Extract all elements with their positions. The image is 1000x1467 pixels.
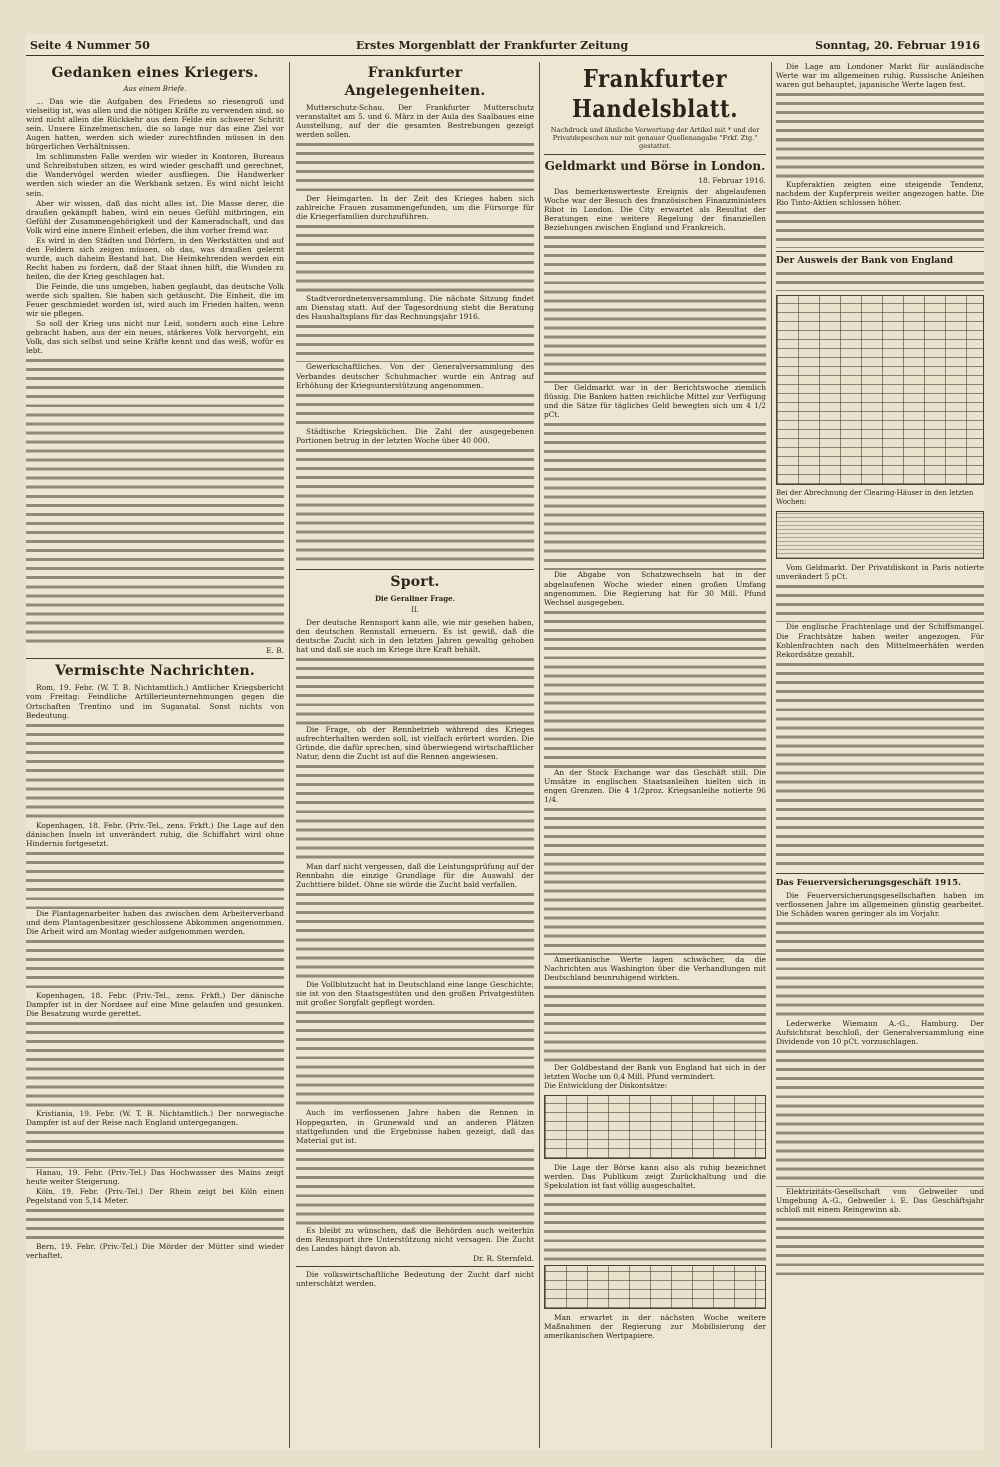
- column-divider: [771, 62, 772, 1448]
- paragraph: Aber wir wissen, daß das nicht alles ist. Die Masse derer, die draußen gekämpft haben, wird ein neues Gefühl mitbringen, ein Gefühl der Zusammengehörigkeit und der Kameradschaft, und das Volk wird eine innere Einheit erleben, die ihm vorher fremd war.: [26, 198, 284, 235]
- article-subline: Aus einem Briefe.: [123, 85, 187, 93]
- paragraph: Die volkswirtschaftliche Bedeutung der Zucht darf nicht unterschätzt werden.: [296, 1269, 534, 1288]
- paragraph: Der deutsche Rennsport kann alle, wie mir gesehen haben, den deutschen Rennstall erneuern. Es ist gewiß, daß die deutsche Zucht sich in den letzten Jahren gewaltig gehoben hat und daß sie auch im Kriege ihre Kraft behält.: [296, 617, 534, 654]
- masthead: [26, 34, 984, 56]
- section-divider: [544, 154, 766, 155]
- paragraph: Man darf nicht vergessen, daß die Leistungsprüfung auf der Rennbahn die einzige Grundlage für die Auswahl der Zuchttiere bildet. Ohne sie würde die Zucht bald verfallen.: [296, 862, 534, 890]
- signature: E. B.: [266, 646, 284, 656]
- article-subheading: Die Geraliner Frage.: [374, 593, 456, 603]
- news-item: Köln, 19. Febr. (Priv.-Tel.) Der Rhein zeigt bei Köln einen Pegelstand von 5,14 Meter.: [26, 1187, 284, 1206]
- text-block: [544, 1191, 766, 1261]
- paragraph: Die englische Frachtenlage und der Schiffsmangel. Die Frachtsätze haben weiter angezogen. Für Kohlenfrachten nach den Mittelmeerhäfen werden Rekordsätze gezahlt.: [776, 622, 984, 659]
- text-block: [776, 1047, 984, 1187]
- text-block: [776, 90, 984, 180]
- paragraph: Auch im verflossenen Jahre haben die Rennen in Hoppegarten, in Grunewald und an anderen Plätzen stattgefunden und die Ergebnisse haben gezeigt, daß das Material gut ist.: [296, 1108, 534, 1145]
- section-heading: Vermischte Nachrichten.: [55, 663, 255, 680]
- article-heading: Frankfurter Angelegenheiten.: [344, 65, 486, 99]
- paragraph: Kupferaktien zeigten eine steigende Tendenz, nachdem der Kupferpreis weiter angezogen hatte. Die Rio Tinto-Aktien schlossen höher.: [776, 180, 984, 208]
- text-block: [296, 391, 534, 427]
- text-block: [26, 1128, 284, 1168]
- section-divider: [776, 873, 984, 874]
- column-3: [544, 62, 766, 1448]
- article-heading: Der Ausweis der Bank von England: [776, 256, 954, 267]
- article-heading: Gedanken eines Kriegers.: [51, 65, 259, 81]
- signature: Dr. R. Sternfeld.: [473, 1253, 534, 1263]
- article-heading: Geldmarkt und Börse in London.: [544, 159, 766, 173]
- paragraph: An der Stock Exchange war das Geschäft still. Die Umsätze in englischen Staatsanleihen hielten sich in engen Grenzen. Die 4 1/2proz. Kriegsanleihe notierte 96 1/4.: [544, 767, 766, 804]
- text-block: [26, 849, 284, 909]
- text-block: [544, 608, 766, 768]
- metal-price-table: [544, 1265, 766, 1309]
- column-4: [776, 62, 984, 1448]
- text-block: [26, 356, 284, 646]
- text-block: [26, 1206, 284, 1242]
- text-block: [296, 890, 534, 980]
- text-block: [296, 322, 534, 362]
- paragraph: Der Geldmarkt war in der Berichtswoche ziemlich flüssig. Die Banken hatten reichliche Mittel zur Verfügung und die Sätze für tägliches Geld bewegten sich um 4 1/2 pCt.: [544, 383, 766, 420]
- text-block: [544, 233, 766, 383]
- paragraph: Im schlimmsten Falle werden wir wieder in Kontoren, Bureaus und Schreibstuben sitzen, es wird wieder geschafft und gerechnet, die Wandervögel werden wieder ausfliegen. Die Handwerker werden sich wieder an die Werkbank setzen. Es wird nicht leicht sein.: [26, 152, 284, 198]
- paragraph: Gewerkschaftliches. Von der Generalversammlung des Verbandes deutscher Schuhmacher wurde ein Antrag auf Erhöhung der Kriegsunterstützung angenommen.: [296, 362, 534, 390]
- text-block: [776, 208, 984, 248]
- newspaper-title: Erstes Morgenblatt der Frankfurter Zeitung: [356, 39, 629, 52]
- paragraph: Der Heimgarten. In der Zeit des Krieges haben sich zahlreiche Frauen zusammengefunden, um die Fürsorge für die Kriegerfamilien durchzuführen.: [296, 194, 534, 222]
- paragraph: Es wird in den Städten und Dörfern, in den Werkstätten und auf den Feldern sich zeigen müssen, ob das, was draußen gelernt wurde, auch daheim Bestand hat. Die Heimkehrenden werden ein Recht haben zu fordern, daß der Staat ihnen hilft, die Wunden zu heilen, die der Krieg geschlagen hat.: [26, 235, 284, 281]
- news-item: Kristiania, 19. Febr. (W. T. B. Nichtamtlich.) Der norwegische Dampfer ist auf der Reise nach England untergegangen.: [26, 1109, 284, 1128]
- article-date: 18. Februar 1916.: [698, 176, 766, 185]
- text-block: [776, 1215, 984, 1275]
- text-block: [544, 805, 766, 955]
- bank-return-table: [776, 295, 984, 485]
- text-block: [26, 721, 284, 821]
- text-block: [544, 983, 766, 1063]
- text-block: [296, 140, 534, 194]
- section-heading: Sport.: [390, 573, 440, 590]
- newspaper-page: [26, 34, 984, 1450]
- paragraph: Die Vollblutzucht hat in Deutschland eine lange Geschichte; sie ist von den Staatsgestüten und den großen Privatgestüten mit großer Sorgfalt gepflegt worden.: [296, 980, 534, 1008]
- paragraph: Die Lage am Londoner Markt für ausländische Werte war im allgemeinen ruhig. Russische Anleihen waren gut behauptet, japanische Werte lagen fest.: [776, 62, 984, 90]
- article-heading: Das Feuerversicherungsgeschäft 1915.: [776, 877, 961, 888]
- paragraph: Es bleibt zu wünschen, daß die Behörden auch weiterhin dem Rennsport ihre Unterstützung nicht versagen. Die Zucht des Landes hängt davon ab.: [296, 1225, 534, 1253]
- issue-date: Sonntag, 20. Februar 1916: [815, 39, 980, 52]
- column-1: [26, 62, 284, 1448]
- text-block: [296, 655, 534, 725]
- section-divider: [296, 1266, 534, 1267]
- paragraph: Stadtverordnetenversammlung. Die nächste Sitzung findet am Dienstag statt. Auf der Tagesordnung steht die Beratung des Haushaltsplans für das Rechnungsjahr 1916.: [296, 294, 534, 322]
- paragraph: Das bemerkenswerteste Ereignis der abgelaufenen Woche war der Besuch des französischen Finanzministers Ribot in London. Die City erwartet als Resultat der Beratungen eine weitere Regelung der finanziellen Beziehungen zwischen England und Frankreich.: [544, 187, 766, 233]
- section-divider: [296, 569, 534, 570]
- paragraph: Amerikanische Werte lagen schwächer, da die Nachrichten aus Washington über die Verhandlungen mit Deutschland beunruhigend wirkten.: [544, 954, 766, 982]
- news-item: Kopenhagen, 18. Febr. (Priv.-Tel., zens. Frkft.) Die Lage auf den dänischen Inseln ist unverändert ruhig, die Schiffahrt wird ohne Hindernis fortgesetzt.: [26, 820, 284, 848]
- reprint-notice: Nachdruck und ähnliche Verwertung der Artikel mit * und der Privatdepeschen nur mit genauer Quellenangabe "Frkf. Ztg." gestattet.: [550, 126, 760, 150]
- rates-table: [544, 1095, 766, 1159]
- news-item: Bern, 19. Febr. (Priv.-Tel.) Die Mörder der Mütter sind wieder verhaftet.: [26, 1242, 284, 1261]
- clearing-table: [776, 511, 984, 559]
- text-block: [296, 1146, 534, 1226]
- paragraph: Man erwartet in der nächsten Woche weitere Maßnahmen der Regierung zur Mobilisierung der amerikanischen Wertpapiere.: [544, 1313, 766, 1341]
- text-block: [26, 937, 284, 991]
- news-item: Hanau, 19. Febr. (Priv.-Tel.) Das Hochwasser des Mains zeigt heute weiter Steigerung.: [26, 1168, 284, 1187]
- text-block: [26, 1019, 284, 1109]
- paragraph: So soll der Krieg uns nicht nur Leid, sondern auch eine Lehre gebracht haben, aus der ein neues, stärkeres Volk hervorgeht, ein Volk, das sich selbst und seine Kräfte kennt und das weiß, wofür es lebt.: [26, 319, 284, 356]
- text-block: [776, 582, 984, 622]
- page-number: Seite 4 Nummer 50: [30, 39, 150, 52]
- paragraph: Die Lage der Börse kann also als ruhig bezeichnet werden. Das Publikum zeigt Zurückhaltung und die Spekulation ist fast völlig ausgeschaltet.: [544, 1163, 766, 1191]
- text-block: [776, 919, 984, 1019]
- paragraph: Vom Geldmarkt. Der Privatdiskont in Paris notierte unverändert 5 pCt.: [776, 563, 984, 582]
- text-block: [776, 660, 984, 870]
- section-masthead: Frankfurter Handelsblatt.: [571, 64, 739, 123]
- text-block: [296, 446, 534, 566]
- news-item: Rom, 19. Febr. (W. T. B. Nichtamtlich.) Amtlicher Kriegsbericht vom Freitag: Feindliche Artillerieunternehmungen gegen die Ortschaften Trentino und im Suganatal. Sonst nichts von Bedeutung.: [26, 683, 284, 720]
- text-block: [296, 1008, 534, 1108]
- section-divider: [776, 251, 984, 252]
- text-block: [296, 762, 534, 862]
- news-item: Die Plantagenarbeiter haben das zwischen dem Arbeiterverband und dem Plantagenbesitzer geschlossene Abkommen angenommen. Die Arbeit wird am Montag wieder aufgenommen werden.: [26, 908, 284, 936]
- paragraph: Elektrizitäts-Gesellschaft von Gebweiler und Umgebung A.-G., Gebweiler i. E. Das Geschäftsjahr schloß mit einem Reingewinn ab.: [776, 1186, 984, 1215]
- news-item: Kopenhagen, 18. Febr. (Priv.-Tel., zens. Frkft.) Der dänische Dampfer ist in der Nordsee auf eine Mine gelaufen und gesunken. Die Besatzung wurde gerettet.: [26, 990, 284, 1018]
- paragraph: Die Feuerversicherungsgesellschaften haben im verflossenen Jahre im allgemeinen günstig gearbeitet. Die Schäden waren geringer als im Vorjahr.: [776, 890, 984, 918]
- column-2: [296, 62, 534, 1448]
- text-block: [776, 269, 984, 291]
- paragraph: Die Frage, ob der Rennbetrieb während des Krieges aufrechterhalten werden soll, ist vielfach erörtert worden. Die Gründe, die dafür sprechen, sind überwiegend wirtschaftlicher Natur, denn die Zucht ist auf die Rennen angewiesen.: [296, 724, 534, 762]
- table-caption: Die Entwicklung der Diskontsätze:: [544, 1082, 668, 1091]
- paragraph: Die Abgabe von Schatzwechseln hat in der abgelaufenen Woche wieder einen großen Umfang angenommen. Die Regierung hat für 30 Mill. Pfund Wechsel ausgegeben.: [544, 570, 766, 607]
- article-part: II.: [411, 605, 419, 614]
- section-divider: [26, 658, 284, 659]
- paragraph: Lederwerke Wiemann A.-G., Hamburg. Der Aufsichtsrat beschloß, der Generalversammlung eine Dividende von 10 pCt. vorzuschlagen.: [776, 1018, 984, 1046]
- text-block: [296, 222, 534, 294]
- column-divider: [539, 62, 540, 1448]
- paragraph: Städtische Kriegsküchen. Die Zahl der ausgegebenen Portionen betrug in der letzten Woche über 40 000.: [296, 426, 534, 445]
- column-divider: [289, 62, 290, 1448]
- paragraph: Die Feinde, die uns umgeben, haben geglaubt, das deutsche Volk werde sich spalten. Sie haben sich getäuscht. Die Einheit, die im Feuer geschmiedet worden ist, wird auch im Frieden halten, wenn wir sie pflegen.: [26, 281, 284, 319]
- paragraph: Der Goldbestand der Bank von England hat sich in der letzten Woche um 0,4 Mill. Pfund vermindert.: [544, 1062, 766, 1082]
- paragraph: ... Das wie die Aufgaben des Friedens so riesengroß und vielseitig ist, was allen und die nötigen Kräfte zu verwenden sind, so wird nicht allein die Rückkehr aus dem Felde ein schwerer Schritt sein. Unsere Einzelmenschen, die so lange nur das eine Ziel vor Augen hatten, werden sich wieder zurechtfinden müssen in den bürgerlichen Verhältnissen.: [26, 97, 284, 152]
- paragraph: Mutterschutz-Schau. Der Frankfurter Mutterschutz veranstaltet am 5. und 6. März in der Aula des Saalbaues eine Ausstellung, auf der die gesamten Bestrebungen gezeigt werden sollen.: [296, 103, 534, 140]
- text-block: [544, 420, 766, 570]
- table-caption: Bei der Abrechnung der Clearing-Häuser in den letzten Wochen:: [776, 489, 974, 507]
